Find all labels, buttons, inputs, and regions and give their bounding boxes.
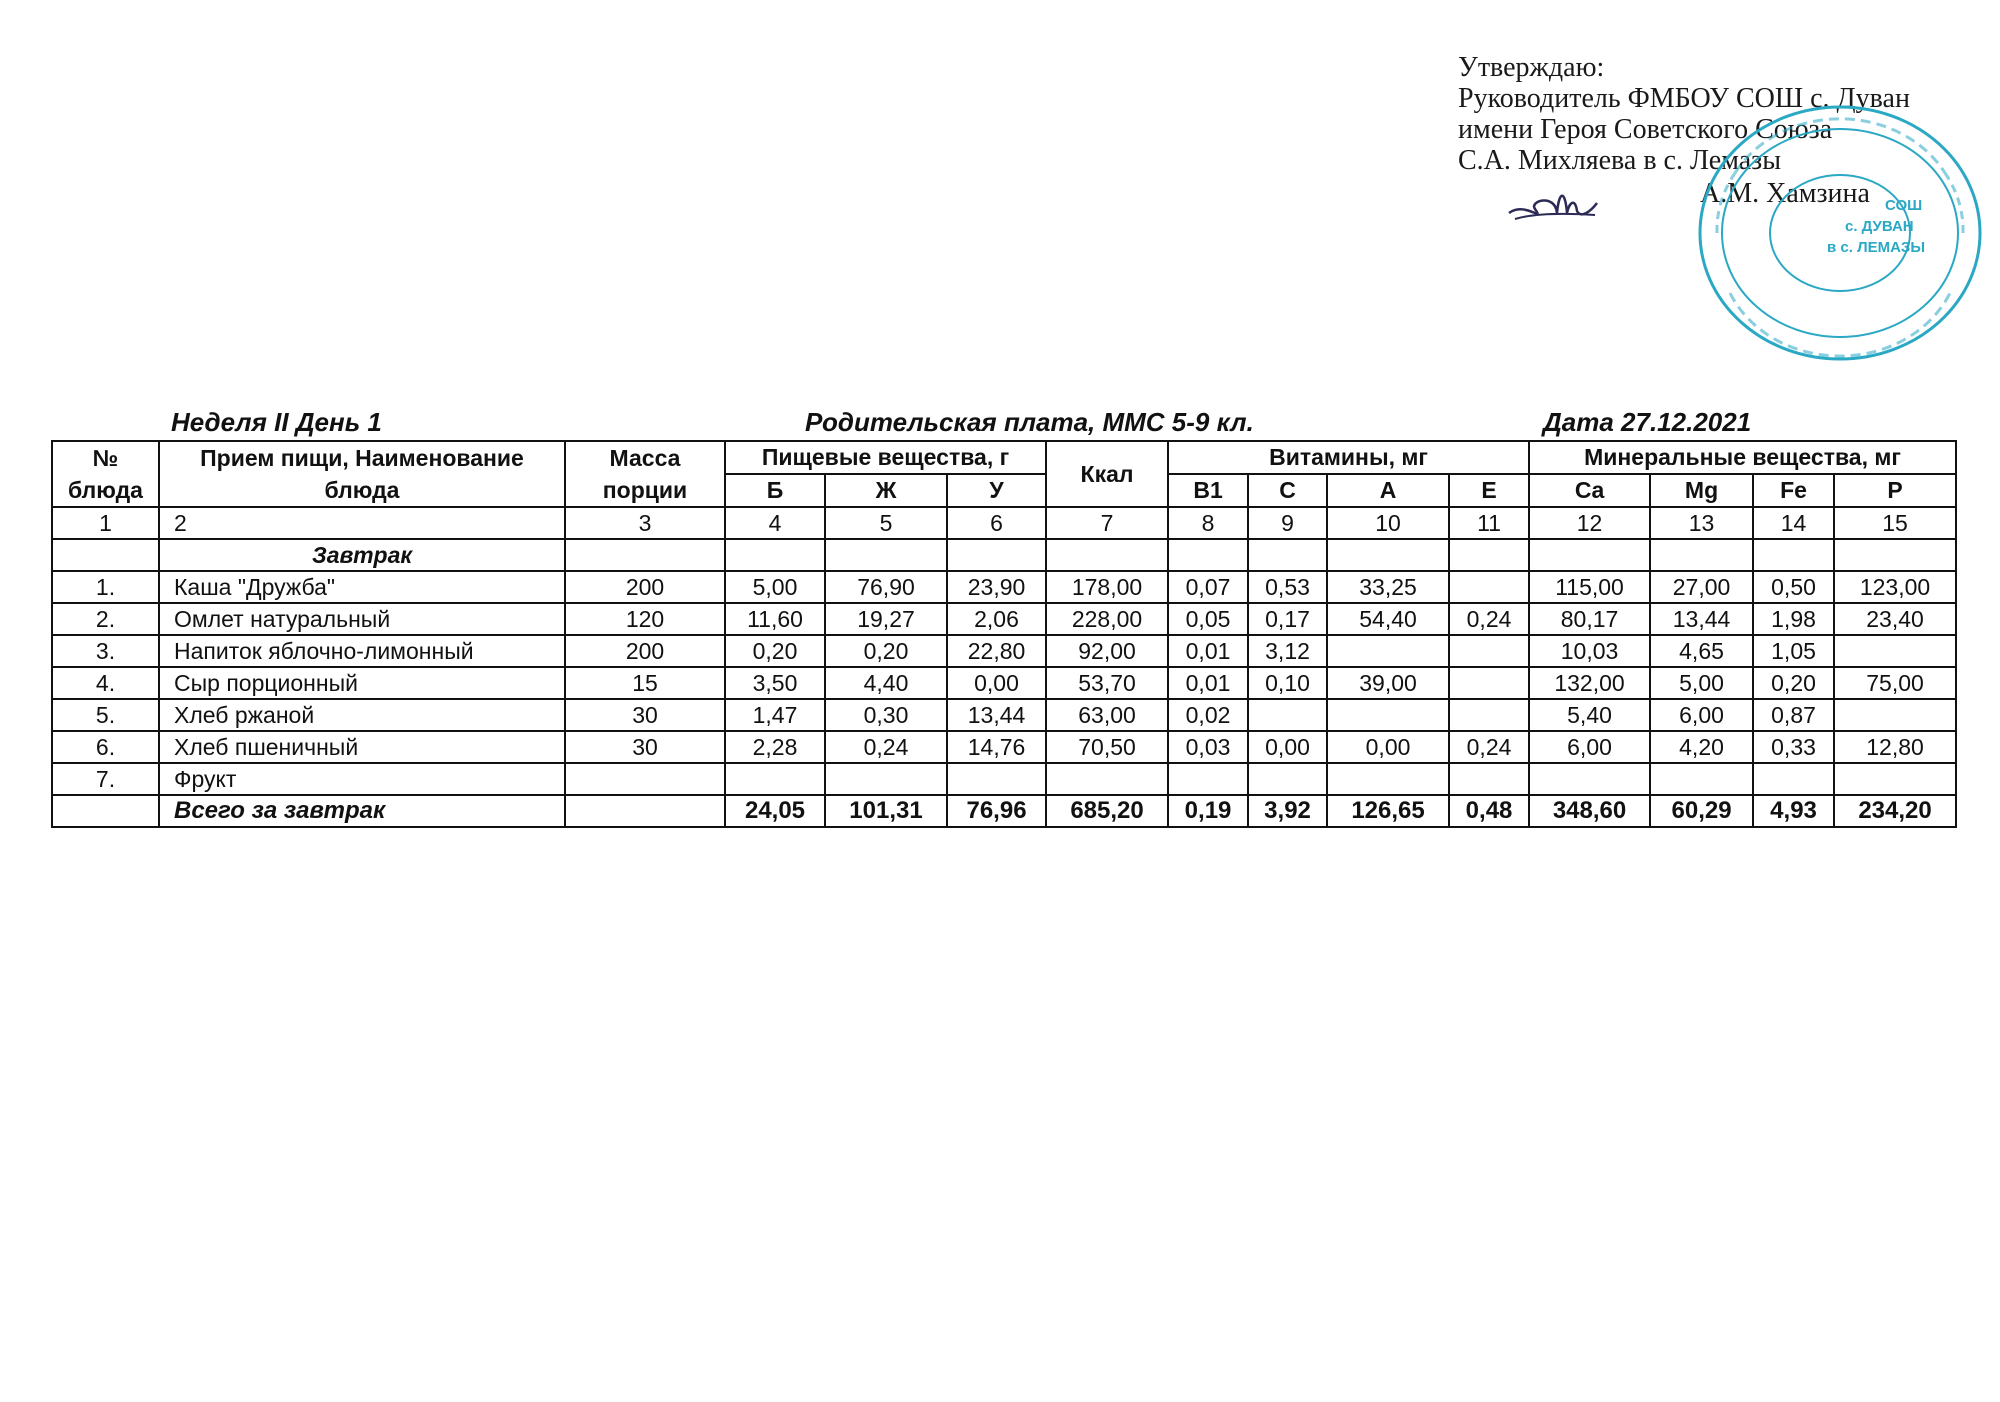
table-cell	[1753, 763, 1834, 795]
subheader-cell: A	[1327, 474, 1449, 507]
table-cell: 0,20	[725, 635, 825, 667]
approval-position-cont2: С.А. Михляева в с. Лемазы	[1458, 145, 1782, 176]
table-cell: 14	[1753, 507, 1834, 539]
table-cell: 115,00	[1529, 571, 1650, 603]
table-cell	[1327, 635, 1449, 667]
table-cell: 0,24	[1449, 603, 1529, 635]
table-cell	[565, 795, 725, 827]
table-row	[52, 731, 1956, 763]
approval-signer: А.М. Хамзина	[1700, 178, 1870, 209]
dish-name-cell: Омлет натуральный	[159, 603, 565, 635]
table-cell: 10	[1327, 507, 1449, 539]
table-cell: 6,00	[1529, 731, 1650, 763]
table-cell: 7.	[52, 763, 159, 795]
table-cell	[825, 539, 947, 571]
table-cell: 76,90	[825, 571, 947, 603]
header-num: № блюда	[52, 441, 159, 507]
dish-name-cell: Фрукт	[159, 763, 565, 795]
table-cell: 0,19	[1168, 795, 1248, 827]
table-cell: 2.	[52, 603, 159, 635]
table-cell: 0,20	[825, 635, 947, 667]
header-vitamins: Витамины, мг	[1168, 441, 1529, 474]
table-cell	[1327, 763, 1449, 795]
table-cell: 4,65	[1650, 635, 1753, 667]
table-cell	[725, 763, 825, 795]
table-cell	[1529, 763, 1650, 795]
table-body	[52, 507, 1956, 827]
table-cell	[1248, 699, 1327, 731]
table-cell	[1449, 539, 1529, 571]
table-cell	[1449, 763, 1529, 795]
table-cell	[1834, 635, 1956, 667]
table-cell	[1046, 763, 1168, 795]
table-cell: 11	[1449, 507, 1529, 539]
table-cell: 15	[1834, 507, 1956, 539]
meal-title: Завтрак	[159, 539, 565, 571]
table-cell: 101,31	[825, 795, 947, 827]
header-kcal: Ккал	[1046, 441, 1168, 507]
menu-table	[51, 440, 1957, 828]
table-cell: 8	[1168, 507, 1248, 539]
table-cell: 0,30	[825, 699, 947, 731]
table-cell: 0,07	[1168, 571, 1248, 603]
stamp-text-2: с. ДУВАН	[1845, 218, 1914, 235]
total-row	[52, 795, 1956, 827]
table-cell	[1327, 699, 1449, 731]
table-row	[52, 603, 1956, 635]
approval-position: Руководитель ФМБОУ СОШ с. Дуван	[1458, 83, 1910, 114]
table-cell: 80,17	[1529, 603, 1650, 635]
dish-name-cell: 2	[159, 507, 565, 539]
table-cell	[947, 539, 1046, 571]
table-cell: 0,01	[1168, 667, 1248, 699]
table-cell: 123,00	[1834, 571, 1956, 603]
table-cell: 178,00	[1046, 571, 1168, 603]
dish-name-cell: Сыр порционный	[159, 667, 565, 699]
caption-date: Дата 27.12.2021	[1543, 407, 1752, 437]
table-cell	[1529, 539, 1650, 571]
table-cell: 2,28	[725, 731, 825, 763]
table-cell: 234,20	[1834, 795, 1956, 827]
table-cell	[1753, 539, 1834, 571]
table-cell: 13,44	[1650, 603, 1753, 635]
table-cell	[1168, 763, 1248, 795]
subheader-cell: Ca	[1529, 474, 1650, 507]
table-cell	[1449, 635, 1529, 667]
table-cell: 13	[1650, 507, 1753, 539]
table-cell: 1.	[52, 571, 159, 603]
table-cell: 9	[1248, 507, 1327, 539]
table-cell: 3.	[52, 635, 159, 667]
stamp-seal-icon	[1695, 103, 1985, 363]
table-cell: 53,70	[1046, 667, 1168, 699]
table-cell: 22,80	[947, 635, 1046, 667]
table-cell: 0,03	[1168, 731, 1248, 763]
table-cell	[1449, 699, 1529, 731]
header-mass: Масса порции	[565, 441, 725, 507]
subheader-cell: Fe	[1753, 474, 1834, 507]
table-cell	[1449, 667, 1529, 699]
table-cell: 15	[565, 667, 725, 699]
approval-position-cont: имени Героя Советского Союза	[1458, 114, 1833, 145]
table-cell: 6,00	[1650, 699, 1753, 731]
table-cell: 5	[825, 507, 947, 539]
table-cell	[565, 539, 725, 571]
header-minerals: Минеральные вещества, мг	[1529, 441, 1956, 474]
table-cell: 0,00	[1327, 731, 1449, 763]
table-cell: 0,87	[1753, 699, 1834, 731]
table-cell: 2,06	[947, 603, 1046, 635]
table-cell: 0,33	[1753, 731, 1834, 763]
caption-week-day: Неделя II День 1	[171, 407, 382, 437]
table-cell	[1650, 763, 1753, 795]
table-cell	[52, 795, 159, 827]
table-cell: 1,98	[1753, 603, 1834, 635]
table-cell	[825, 763, 947, 795]
table-row	[52, 763, 1956, 795]
table-cell: 3,92	[1248, 795, 1327, 827]
table-cell	[1449, 571, 1529, 603]
table-cell: 1,47	[725, 699, 825, 731]
table-cell	[1327, 539, 1449, 571]
table-cell: 0,00	[1248, 731, 1327, 763]
table-cell: 70,50	[1046, 731, 1168, 763]
table-cell: 0,53	[1248, 571, 1327, 603]
subheader-cell: Ж	[825, 474, 947, 507]
table-cell: 0,20	[1753, 667, 1834, 699]
meal-title-row	[52, 539, 1956, 571]
table-cell: 200	[565, 571, 725, 603]
table-cell: 685,20	[1046, 795, 1168, 827]
table-cell: 4,20	[1650, 731, 1753, 763]
dish-name-cell: Каша "Дружба"	[159, 571, 565, 603]
table-cell: 0,01	[1168, 635, 1248, 667]
table-cell: 10,03	[1529, 635, 1650, 667]
table-cell: 0,24	[1449, 731, 1529, 763]
table-cell: 1,05	[1753, 635, 1834, 667]
table-cell: 6.	[52, 731, 159, 763]
table-cell: 39,00	[1327, 667, 1449, 699]
table-cell: 200	[565, 635, 725, 667]
subheader-cell: P	[1834, 474, 1956, 507]
table-cell: 60,29	[1650, 795, 1753, 827]
table-cell: 3,12	[1248, 635, 1327, 667]
table-cell: 75,00	[1834, 667, 1956, 699]
table-cell: 7	[1046, 507, 1168, 539]
table-cell: 0,05	[1168, 603, 1248, 635]
subheader-cell: B1	[1168, 474, 1248, 507]
table-cell	[1046, 539, 1168, 571]
table-cell: 0,48	[1449, 795, 1529, 827]
table-cell: 4	[725, 507, 825, 539]
header-name: Прием пищи, Наименование блюда	[159, 441, 565, 507]
table-cell: 228,00	[1046, 603, 1168, 635]
table-cell: 30	[565, 731, 725, 763]
table-cell: 5,00	[1650, 667, 1753, 699]
dish-name-cell: Хлеб пшеничный	[159, 731, 565, 763]
table-cell: 5.	[52, 699, 159, 731]
table-cell: 3	[565, 507, 725, 539]
table-cell	[1834, 699, 1956, 731]
table-cell: 76,96	[947, 795, 1046, 827]
stamp-text-3: в с. ЛЕМАЗЫ	[1827, 239, 1926, 256]
table-cell	[947, 763, 1046, 795]
table-cell	[1834, 539, 1956, 571]
table-row	[52, 699, 1956, 731]
table-cell: 0,50	[1753, 571, 1834, 603]
table-cell	[1248, 763, 1327, 795]
dish-name-cell: Хлеб ржаной	[159, 699, 565, 731]
table-cell: 11,60	[725, 603, 825, 635]
stamp-text-1: СОШ	[1885, 197, 1923, 214]
table-cell: 4,93	[1753, 795, 1834, 827]
table-cell: 120	[565, 603, 725, 635]
subheader-cell: Mg	[1650, 474, 1753, 507]
table-cell: 4,40	[825, 667, 947, 699]
table-cell: 5,40	[1529, 699, 1650, 731]
table-cell: 63,00	[1046, 699, 1168, 731]
table-cell: 23,90	[947, 571, 1046, 603]
dish-name-cell: Всего за завтрак	[159, 795, 565, 827]
table-cell: 3,50	[725, 667, 825, 699]
table-cell: 0,10	[1248, 667, 1327, 699]
subheader-cell: У	[947, 474, 1046, 507]
table-cell	[1650, 539, 1753, 571]
table-cell: 27,00	[1650, 571, 1753, 603]
table-cell: 1	[52, 507, 159, 539]
dish-name-cell: Напиток яблочно-лимонный	[159, 635, 565, 667]
table-cell: 5,00	[725, 571, 825, 603]
column-numbers-row	[52, 507, 1956, 539]
table-cell: 4.	[52, 667, 159, 699]
table-cell: 24,05	[725, 795, 825, 827]
table-cell	[565, 763, 725, 795]
table-cell: 0,17	[1248, 603, 1327, 635]
approval-heading: Утверждаю:	[1458, 52, 1605, 83]
table-cell: 12	[1529, 507, 1650, 539]
header-nutrients: Пищевые вещества, г	[725, 441, 1046, 474]
table-cell: 23,40	[1834, 603, 1956, 635]
subheader-cell: C	[1248, 474, 1327, 507]
table-cell: 348,60	[1529, 795, 1650, 827]
table-cell: 30	[565, 699, 725, 731]
table-row	[52, 571, 1956, 603]
table-cell: 54,40	[1327, 603, 1449, 635]
table-cell	[52, 539, 159, 571]
table-cell: 0,02	[1168, 699, 1248, 731]
table-cell: 126,65	[1327, 795, 1449, 827]
table-cell	[1168, 539, 1248, 571]
table-cell: 92,00	[1046, 635, 1168, 667]
table-cell: 132,00	[1529, 667, 1650, 699]
table-row	[52, 667, 1956, 699]
table-cell	[1834, 763, 1956, 795]
table-row	[52, 635, 1956, 667]
table-cell: 19,27	[825, 603, 947, 635]
subheader-cell: E	[1449, 474, 1529, 507]
table-cell: 14,76	[947, 731, 1046, 763]
table-cell	[1248, 539, 1327, 571]
table-cell: 33,25	[1327, 571, 1449, 603]
table-cell: 12,80	[1834, 731, 1956, 763]
table-header-row	[52, 441, 1956, 474]
table-cell: 0,24	[825, 731, 947, 763]
table-cell: 13,44	[947, 699, 1046, 731]
table-cell: 0,00	[947, 667, 1046, 699]
table-cell	[725, 539, 825, 571]
table-cell: 6	[947, 507, 1046, 539]
signature-icon	[1505, 183, 1601, 229]
caption-payment: Родительская плата, ММС 5-9 кл.	[805, 407, 1254, 437]
subheader-cell: Б	[725, 474, 825, 507]
